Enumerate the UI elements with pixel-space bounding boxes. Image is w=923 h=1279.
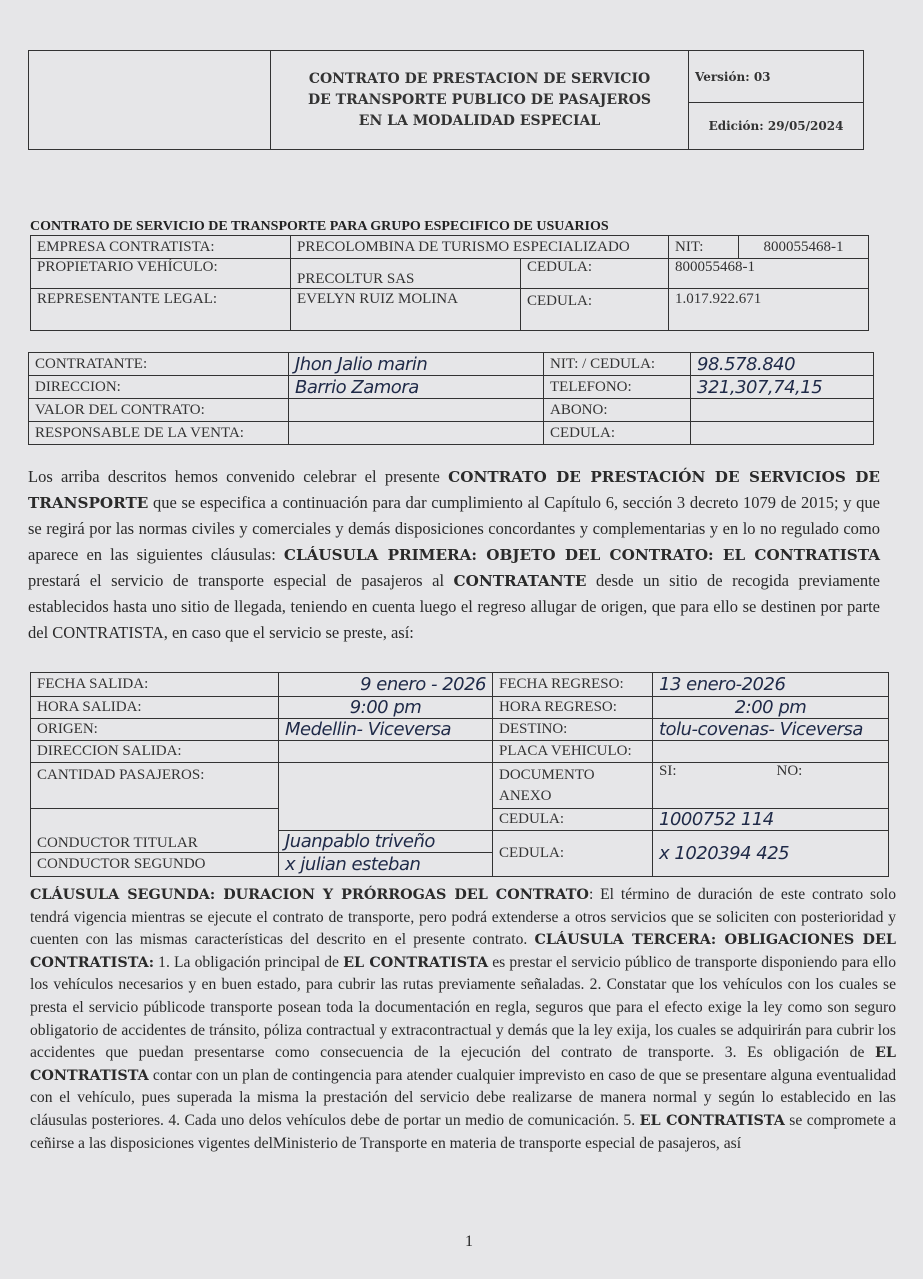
text: desde un sitio de recogida previamente establecidos hasta uno sitio de llegada, teniendo en cuenta luego el regreso allugar de origen, que para ello se destinen por parte del CONTRATISTA, en caso que el servicio se preste, así: [28, 571, 880, 642]
bold-text: EL CONTRATISTA [30, 1045, 896, 1084]
label: CEDULA: [493, 831, 653, 877]
nit-value[interactable]: 98.578.840 [691, 353, 874, 376]
hora-regreso-value[interactable]: 2:00 pm [653, 697, 889, 719]
segundo-cedula-value[interactable]: x 1020394 425 [653, 831, 889, 877]
label: ORIGEN: [31, 719, 279, 741]
label: CANTIDAD PASAJEROS: [31, 763, 279, 809]
trip-table [30, 672, 889, 877]
placa-value[interactable] [653, 741, 889, 763]
logo-cell [29, 51, 271, 150]
fecha-regreso-value[interactable]: 13 enero-2026 [653, 673, 889, 697]
label: DOCUMENTO [499, 766, 595, 783]
propietario-cedula-value: 800055468-1 [669, 259, 869, 289]
bold-text: CONTRATO DE PRESTACIÓN DE SERVICIOS DE TRANSPORTE [28, 468, 880, 512]
label: ANEXO [499, 787, 552, 804]
bold-text: CLÁUSULA PRIMERA: OBJETO DEL CONTRATO: EL CONTRATISTA [283, 546, 880, 564]
text: Los arriba descritos hemos convenido celebrar el presente [28, 467, 449, 486]
label: DIRECCION: [29, 376, 289, 399]
company-table [30, 235, 869, 331]
nit-value: 800055468-1 [739, 236, 869, 259]
text: que se especifica a continuación para dar cumplimiento al Capítulo 6, sección 3 decreto 1079 de 2015; y que se regirá por las normas civiles y comerciales y demás disposiciones concordantes y complementarias y en lo no regulado como aparece en las siguientes cláusulas: [28, 493, 880, 564]
client-table [28, 352, 874, 445]
label: PROPIETARIO VEHÍCULO: [31, 259, 291, 289]
label: CONTRATANTE: [29, 353, 289, 376]
direccion-salida-value[interactable] [279, 741, 493, 763]
label: CEDULA: [521, 259, 669, 289]
origen-value[interactable]: Medellin- Viceversa [279, 719, 493, 741]
responsable-value[interactable] [289, 422, 544, 445]
direccion-value[interactable]: Barrio Zamora [289, 376, 544, 399]
label: RESPONSABLE DE LA VENTA: [29, 422, 289, 445]
text: se compromete a ceñirse a las disposiciones vigentes delMinisterio de Transporte en materia de transporte especial de pasajeros, así [30, 1111, 897, 1152]
abono-value[interactable] [691, 399, 874, 422]
text: es prestar el servicio público de transporte disponiendo para ello los vehículos necesarios y en buen estado, para cubrir las rutas previamente señaladas. 2. Constatar que los vehículos con los cuales se presta el servicio públicode transporte posean toda la documentación en regla, seguros que para el efecto exige la ley como son seguro obligatorio de accidentes de tránsito, póliza contractual y extracontractual y demás que la ley exija, los cuales se adquirirán para cubrir los accidentes que puedan presentarse como consecuencia de la ejecución del contrato de transporte. 3. Es obligación de [30, 953, 897, 1062]
label: FECHA SALIDA: [31, 673, 279, 697]
propietario-value: PRECOLTUR SAS [291, 259, 521, 289]
page-number: 1 [465, 1233, 473, 1250]
document-header [28, 50, 864, 150]
label: PLACA VEHICULO: [493, 741, 653, 763]
conductor-titular-value[interactable]: Juanpablo triveño [279, 831, 493, 853]
clauses-paragraph [30, 884, 896, 1155]
no-checkbox[interactable]: NO: [771, 763, 889, 809]
telefono-value[interactable]: 321,307,74,15 [691, 376, 874, 399]
text: : El término de duración de este contrato solo tendrá vigencia mientras se ejecute el contrato de transporte, pero podrá extenderse a otros servicios que se soliciten con posterioridad y cuenten con las mismas características del descrito en el presente contrato. [30, 886, 896, 949]
label: CONDUCTOR TITULAR [31, 809, 279, 853]
text: prestará el servicio de transporte especial de pasajeros al [28, 571, 454, 590]
text: contar con un plan de contingencia para atender cualquier imprevisto en caso de que se presentare alguna eventualidad con el vehículo, pues superada la misma la prestación del servicio debe realizarse de manera normal y según lo establecido en las cláusulas posteriores. 4. Cada uno delos vehículos debe de portar un medio de comunicación. 5. [30, 1066, 896, 1129]
document-title [271, 51, 689, 150]
label: CEDULA: [521, 289, 669, 331]
bold-text: CLÁUSULA TERCERA: OBLIGACIONES DEL CONTRATISTA: [30, 932, 896, 971]
representante-value: EVELYN RUIZ MOLINA [291, 289, 521, 331]
edition-date: Edición: 29/05/2024 [689, 103, 864, 150]
label: DESTINO: [493, 719, 653, 741]
label: NIT: / CEDULA: [544, 353, 691, 376]
label: FECHA REGRESO: [493, 673, 653, 697]
conductor-segundo-value[interactable]: x julian esteban [279, 853, 493, 877]
label: NIT: [669, 236, 739, 259]
title-line: EN LA MODALIDAD ESPECIAL [358, 112, 601, 129]
valor-value[interactable] [289, 399, 544, 422]
bold-text: CLÁUSULA SEGUNDA: DURACION Y PRÓRROGAS DEL CONTRATO [30, 887, 589, 903]
label: CONDUCTOR SEGUNDO [31, 853, 279, 877]
label: VALOR DEL CONTRATO: [29, 399, 289, 422]
responsable-cedula-value[interactable] [691, 422, 874, 445]
label: ABONO: [544, 399, 691, 422]
empresa-value: PRECOLOMBINA DE TURISMO ESPECIALIZADO [291, 236, 669, 259]
bold-text: EL CONTRATISTA [343, 954, 489, 971]
titular-cedula-value[interactable]: 1000752 114 [653, 809, 889, 831]
label: HORA REGRESO: [493, 697, 653, 719]
contratante-value[interactable]: Jhon Jalio marin [289, 353, 544, 376]
representante-cedula-value: 1.017.922.671 [669, 289, 869, 331]
label: CEDULA: [544, 422, 691, 445]
label: HORA SALIDA: [31, 697, 279, 719]
hora-salida-value[interactable]: 9:00 pm [279, 697, 493, 719]
label: REPRESENTANTE LEGAL: [31, 289, 291, 331]
title-line: DE TRANSPORTE PUBLICO DE PASAJEROS [307, 91, 652, 108]
title-line: CONTRATO DE PRESTACION DE SERVICIO [308, 70, 651, 87]
si-checkbox[interactable]: SI: [653, 763, 771, 809]
destino-value[interactable]: tolu-covenas- Viceversa [653, 719, 889, 741]
label: EMPRESA CONTRATISTA: [31, 236, 291, 259]
label: DIRECCION SALIDA: [31, 741, 279, 763]
text: 1. La obligación principal de [154, 953, 344, 971]
intro-paragraph [28, 464, 880, 646]
bold-text: EL CONTRATISTA [639, 1112, 785, 1129]
bold-text: CONTRATANTE [453, 572, 587, 590]
documento-anexo-label [493, 763, 653, 809]
section-title: CONTRATO DE SERVICIO DE TRANSPORTE PARA GRUPO ESPECIFICO DE USUARIOS [30, 219, 609, 234]
version: Versión: 03 [689, 51, 864, 103]
label: CEDULA: [493, 809, 653, 831]
cantidad-value[interactable] [279, 763, 493, 831]
label: TELEFONO: [544, 376, 691, 399]
fecha-salida-value[interactable]: 9 enero - 2026 [279, 673, 493, 697]
